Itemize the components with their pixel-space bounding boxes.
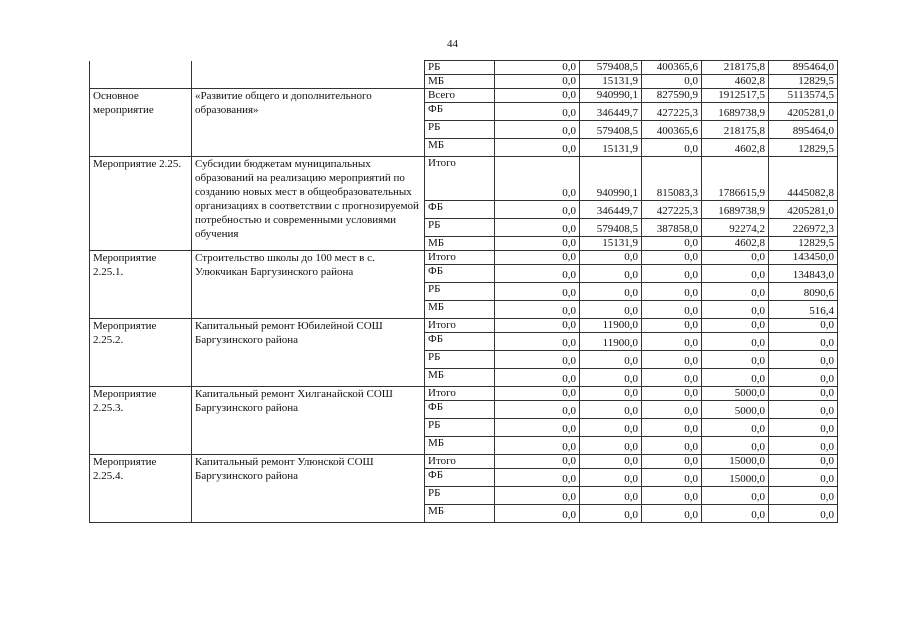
- amount-cell: 895464,0: [769, 121, 838, 139]
- amount-cell: 0,0: [642, 401, 702, 419]
- amount-cell: 5000,0: [702, 401, 769, 419]
- amount-cell: 0,0: [495, 401, 580, 419]
- funding-source: Итого: [425, 157, 495, 201]
- amount-cell: 516,4: [769, 301, 838, 319]
- measure-label: [90, 61, 192, 89]
- amount-cell: 346449,7: [580, 103, 642, 121]
- page-number: 44: [447, 38, 458, 50]
- funding-source: ФБ: [425, 401, 495, 419]
- amount-cell: 0,0: [495, 103, 580, 121]
- amount-cell: 815083,3: [642, 157, 702, 201]
- amount-cell: 0,0: [495, 251, 580, 265]
- amount-cell: 11900,0: [580, 319, 642, 333]
- amount-cell: 0,0: [702, 487, 769, 505]
- funding-source: МБ: [425, 75, 495, 89]
- amount-cell: 8090,6: [769, 283, 838, 301]
- amount-cell: 0,0: [495, 301, 580, 319]
- table-row: [90, 157, 838, 201]
- amount-cell: 0,0: [495, 419, 580, 437]
- funding-source: РБ: [425, 283, 495, 301]
- amount-cell: 0,0: [702, 251, 769, 265]
- funding-source: РБ: [425, 487, 495, 505]
- amount-cell: 427225,3: [642, 103, 702, 121]
- amount-cell: 0,0: [580, 455, 642, 469]
- funding-source: ФБ: [425, 469, 495, 487]
- amount-cell: 0,0: [495, 201, 580, 219]
- amount-cell: 940990,1: [580, 157, 642, 201]
- amount-cell: 0,0: [580, 401, 642, 419]
- amount-cell: 4602,8: [702, 139, 769, 157]
- funding-source: РБ: [425, 61, 495, 75]
- amount-cell: 15131,9: [580, 237, 642, 251]
- amount-cell: 15131,9: [580, 75, 642, 89]
- amount-cell: 0,0: [769, 419, 838, 437]
- amount-cell: 0,0: [495, 351, 580, 369]
- measure-description: Капитальный ремонт Улюнской СОШ Баргузинского района: [192, 455, 425, 523]
- amount-cell: 0,0: [769, 469, 838, 487]
- amount-cell: 0,0: [580, 251, 642, 265]
- amount-cell: 0,0: [769, 437, 838, 455]
- amount-cell: 15000,0: [702, 469, 769, 487]
- amount-cell: 92274,2: [702, 219, 769, 237]
- amount-cell: 0,0: [580, 469, 642, 487]
- amount-cell: 0,0: [580, 505, 642, 523]
- amount-cell: 895464,0: [769, 61, 838, 75]
- amount-cell: 0,0: [495, 369, 580, 387]
- amount-cell: 4602,8: [702, 237, 769, 251]
- amount-cell: 0,0: [702, 369, 769, 387]
- amount-cell: 0,0: [769, 351, 838, 369]
- funding-source: ФБ: [425, 201, 495, 219]
- amount-cell: 134843,0: [769, 265, 838, 283]
- amount-cell: 0,0: [495, 437, 580, 455]
- amount-cell: 0,0: [769, 505, 838, 523]
- amount-cell: 827590,9: [642, 89, 702, 103]
- funding-source: МБ: [425, 505, 495, 523]
- funding-source: РБ: [425, 351, 495, 369]
- measure-description: Субсидии бюджетам муниципальных образований на реализацию мероприятий по созданию новых мест в общеобразовательных организациях в соответствии с прогнозируемой потребностью и современными условиями обучения: [192, 157, 425, 251]
- amount-cell: 0,0: [769, 333, 838, 351]
- amount-cell: 12829,5: [769, 237, 838, 251]
- amount-cell: 0,0: [642, 265, 702, 283]
- amount-cell: 1786615,9: [702, 157, 769, 201]
- amount-cell: 4205281,0: [769, 201, 838, 219]
- amount-cell: 0,0: [642, 237, 702, 251]
- amount-cell: 0,0: [495, 121, 580, 139]
- amount-cell: 11900,0: [580, 333, 642, 351]
- funding-source: Всего: [425, 89, 495, 103]
- amount-cell: 0,0: [642, 301, 702, 319]
- amount-cell: 0,0: [702, 351, 769, 369]
- amount-cell: 0,0: [495, 387, 580, 401]
- amount-cell: 0,0: [495, 469, 580, 487]
- amount-cell: 0,0: [580, 265, 642, 283]
- amount-cell: 0,0: [642, 351, 702, 369]
- funding-source: Итого: [425, 387, 495, 401]
- funding-source: ФБ: [425, 103, 495, 121]
- table-row: [90, 387, 838, 401]
- amount-cell: 0,0: [495, 333, 580, 351]
- amount-cell: 0,0: [702, 283, 769, 301]
- amount-cell: 0,0: [769, 387, 838, 401]
- measure-label: Мероприятие 2.25.1.: [90, 251, 192, 319]
- amount-cell: 0,0: [702, 437, 769, 455]
- amount-cell: 0,0: [580, 351, 642, 369]
- measure-description: Капитальный ремонт Юбилейной СОШ Баргузинского района: [192, 319, 425, 387]
- funding-source: МБ: [425, 139, 495, 157]
- amount-cell: 0,0: [642, 139, 702, 157]
- amount-cell: 0,0: [642, 75, 702, 89]
- amount-cell: 579408,5: [580, 219, 642, 237]
- table-row: [90, 319, 838, 333]
- amount-cell: 0,0: [642, 319, 702, 333]
- amount-cell: 15000,0: [702, 455, 769, 469]
- amount-cell: 218175,8: [702, 121, 769, 139]
- measure-description: «Развитие общего и дополнительного образования»: [192, 89, 425, 157]
- amount-cell: 0,0: [642, 333, 702, 351]
- measure-label: Мероприятие 2.25.: [90, 157, 192, 251]
- amount-cell: 579408,5: [580, 61, 642, 75]
- funding-source: ФБ: [425, 265, 495, 283]
- funding-source: Итого: [425, 251, 495, 265]
- table-row: [90, 61, 838, 75]
- amount-cell: 0,0: [702, 301, 769, 319]
- amount-cell: 579408,5: [580, 121, 642, 139]
- amount-cell: 0,0: [642, 505, 702, 523]
- amount-cell: 0,0: [769, 487, 838, 505]
- amount-cell: 0,0: [642, 437, 702, 455]
- funding-source: Итого: [425, 455, 495, 469]
- funding-source: МБ: [425, 301, 495, 319]
- funding-source: ФБ: [425, 333, 495, 351]
- funding-source: МБ: [425, 237, 495, 251]
- amount-cell: 0,0: [702, 419, 769, 437]
- amount-cell: 0,0: [495, 157, 580, 201]
- amount-cell: 0,0: [642, 251, 702, 265]
- amount-cell: 0,0: [642, 283, 702, 301]
- amount-cell: 0,0: [580, 437, 642, 455]
- amount-cell: 12829,5: [769, 139, 838, 157]
- amount-cell: 0,0: [702, 265, 769, 283]
- amount-cell: 4602,8: [702, 75, 769, 89]
- amount-cell: 4205281,0: [769, 103, 838, 121]
- amount-cell: 0,0: [580, 283, 642, 301]
- measure-label: Основное мероприятие: [90, 89, 192, 157]
- amount-cell: 0,0: [769, 455, 838, 469]
- amount-cell: 0,0: [642, 469, 702, 487]
- amount-cell: 346449,7: [580, 201, 642, 219]
- budget-table: [89, 60, 838, 523]
- table-row: [90, 455, 838, 469]
- amount-cell: 1912517,5: [702, 89, 769, 103]
- funding-source: РБ: [425, 419, 495, 437]
- table-row: [90, 251, 838, 265]
- amount-cell: 0,0: [495, 237, 580, 251]
- amount-cell: 0,0: [580, 369, 642, 387]
- amount-cell: 0,0: [702, 505, 769, 523]
- amount-cell: 940990,1: [580, 89, 642, 103]
- amount-cell: 4445082,8: [769, 157, 838, 201]
- amount-cell: 0,0: [495, 219, 580, 237]
- amount-cell: 143450,0: [769, 251, 838, 265]
- amount-cell: 0,0: [769, 401, 838, 419]
- amount-cell: 0,0: [642, 487, 702, 505]
- amount-cell: 0,0: [769, 369, 838, 387]
- amount-cell: 0,0: [495, 265, 580, 283]
- amount-cell: 218175,8: [702, 61, 769, 75]
- amount-cell: 0,0: [702, 319, 769, 333]
- amount-cell: 5113574,5: [769, 89, 838, 103]
- funding-source: Итого: [425, 319, 495, 333]
- amount-cell: 0,0: [580, 387, 642, 401]
- amount-cell: 427225,3: [642, 201, 702, 219]
- amount-cell: 0,0: [495, 487, 580, 505]
- funding-source: МБ: [425, 437, 495, 455]
- measure-description: [192, 61, 425, 89]
- budget-table-body: [90, 61, 838, 523]
- amount-cell: 0,0: [642, 419, 702, 437]
- amount-cell: 0,0: [495, 89, 580, 103]
- amount-cell: 0,0: [495, 75, 580, 89]
- amount-cell: 0,0: [642, 455, 702, 469]
- measure-description: Капитальный ремонт Хилганайской СОШ Баргузинского района: [192, 387, 425, 455]
- amount-cell: 0,0: [495, 283, 580, 301]
- amount-cell: 0,0: [642, 369, 702, 387]
- measure-description: Строительство школы до 100 мест в с. Улюкчикан Баргузинского района: [192, 251, 425, 319]
- funding-source: РБ: [425, 121, 495, 139]
- amount-cell: 0,0: [702, 333, 769, 351]
- amount-cell: 0,0: [580, 419, 642, 437]
- funding-source: МБ: [425, 369, 495, 387]
- amount-cell: 12829,5: [769, 75, 838, 89]
- amount-cell: 15131,9: [580, 139, 642, 157]
- amount-cell: 0,0: [495, 319, 580, 333]
- amount-cell: 1689738,9: [702, 103, 769, 121]
- amount-cell: 1689738,9: [702, 201, 769, 219]
- amount-cell: 0,0: [580, 301, 642, 319]
- amount-cell: 0,0: [769, 319, 838, 333]
- measure-label: Мероприятие 2.25.3.: [90, 387, 192, 455]
- funding-source: РБ: [425, 219, 495, 237]
- amount-cell: 400365,6: [642, 61, 702, 75]
- amount-cell: 400365,6: [642, 121, 702, 139]
- amount-cell: 5000,0: [702, 387, 769, 401]
- amount-cell: 0,0: [495, 61, 580, 75]
- amount-cell: 0,0: [495, 139, 580, 157]
- measure-label: Мероприятие 2.25.2.: [90, 319, 192, 387]
- amount-cell: 0,0: [642, 387, 702, 401]
- amount-cell: 0,0: [495, 455, 580, 469]
- table-row: [90, 89, 838, 103]
- measure-label: Мероприятие 2.25.4.: [90, 455, 192, 523]
- amount-cell: 0,0: [580, 487, 642, 505]
- amount-cell: 226972,3: [769, 219, 838, 237]
- amount-cell: 0,0: [495, 505, 580, 523]
- amount-cell: 387858,0: [642, 219, 702, 237]
